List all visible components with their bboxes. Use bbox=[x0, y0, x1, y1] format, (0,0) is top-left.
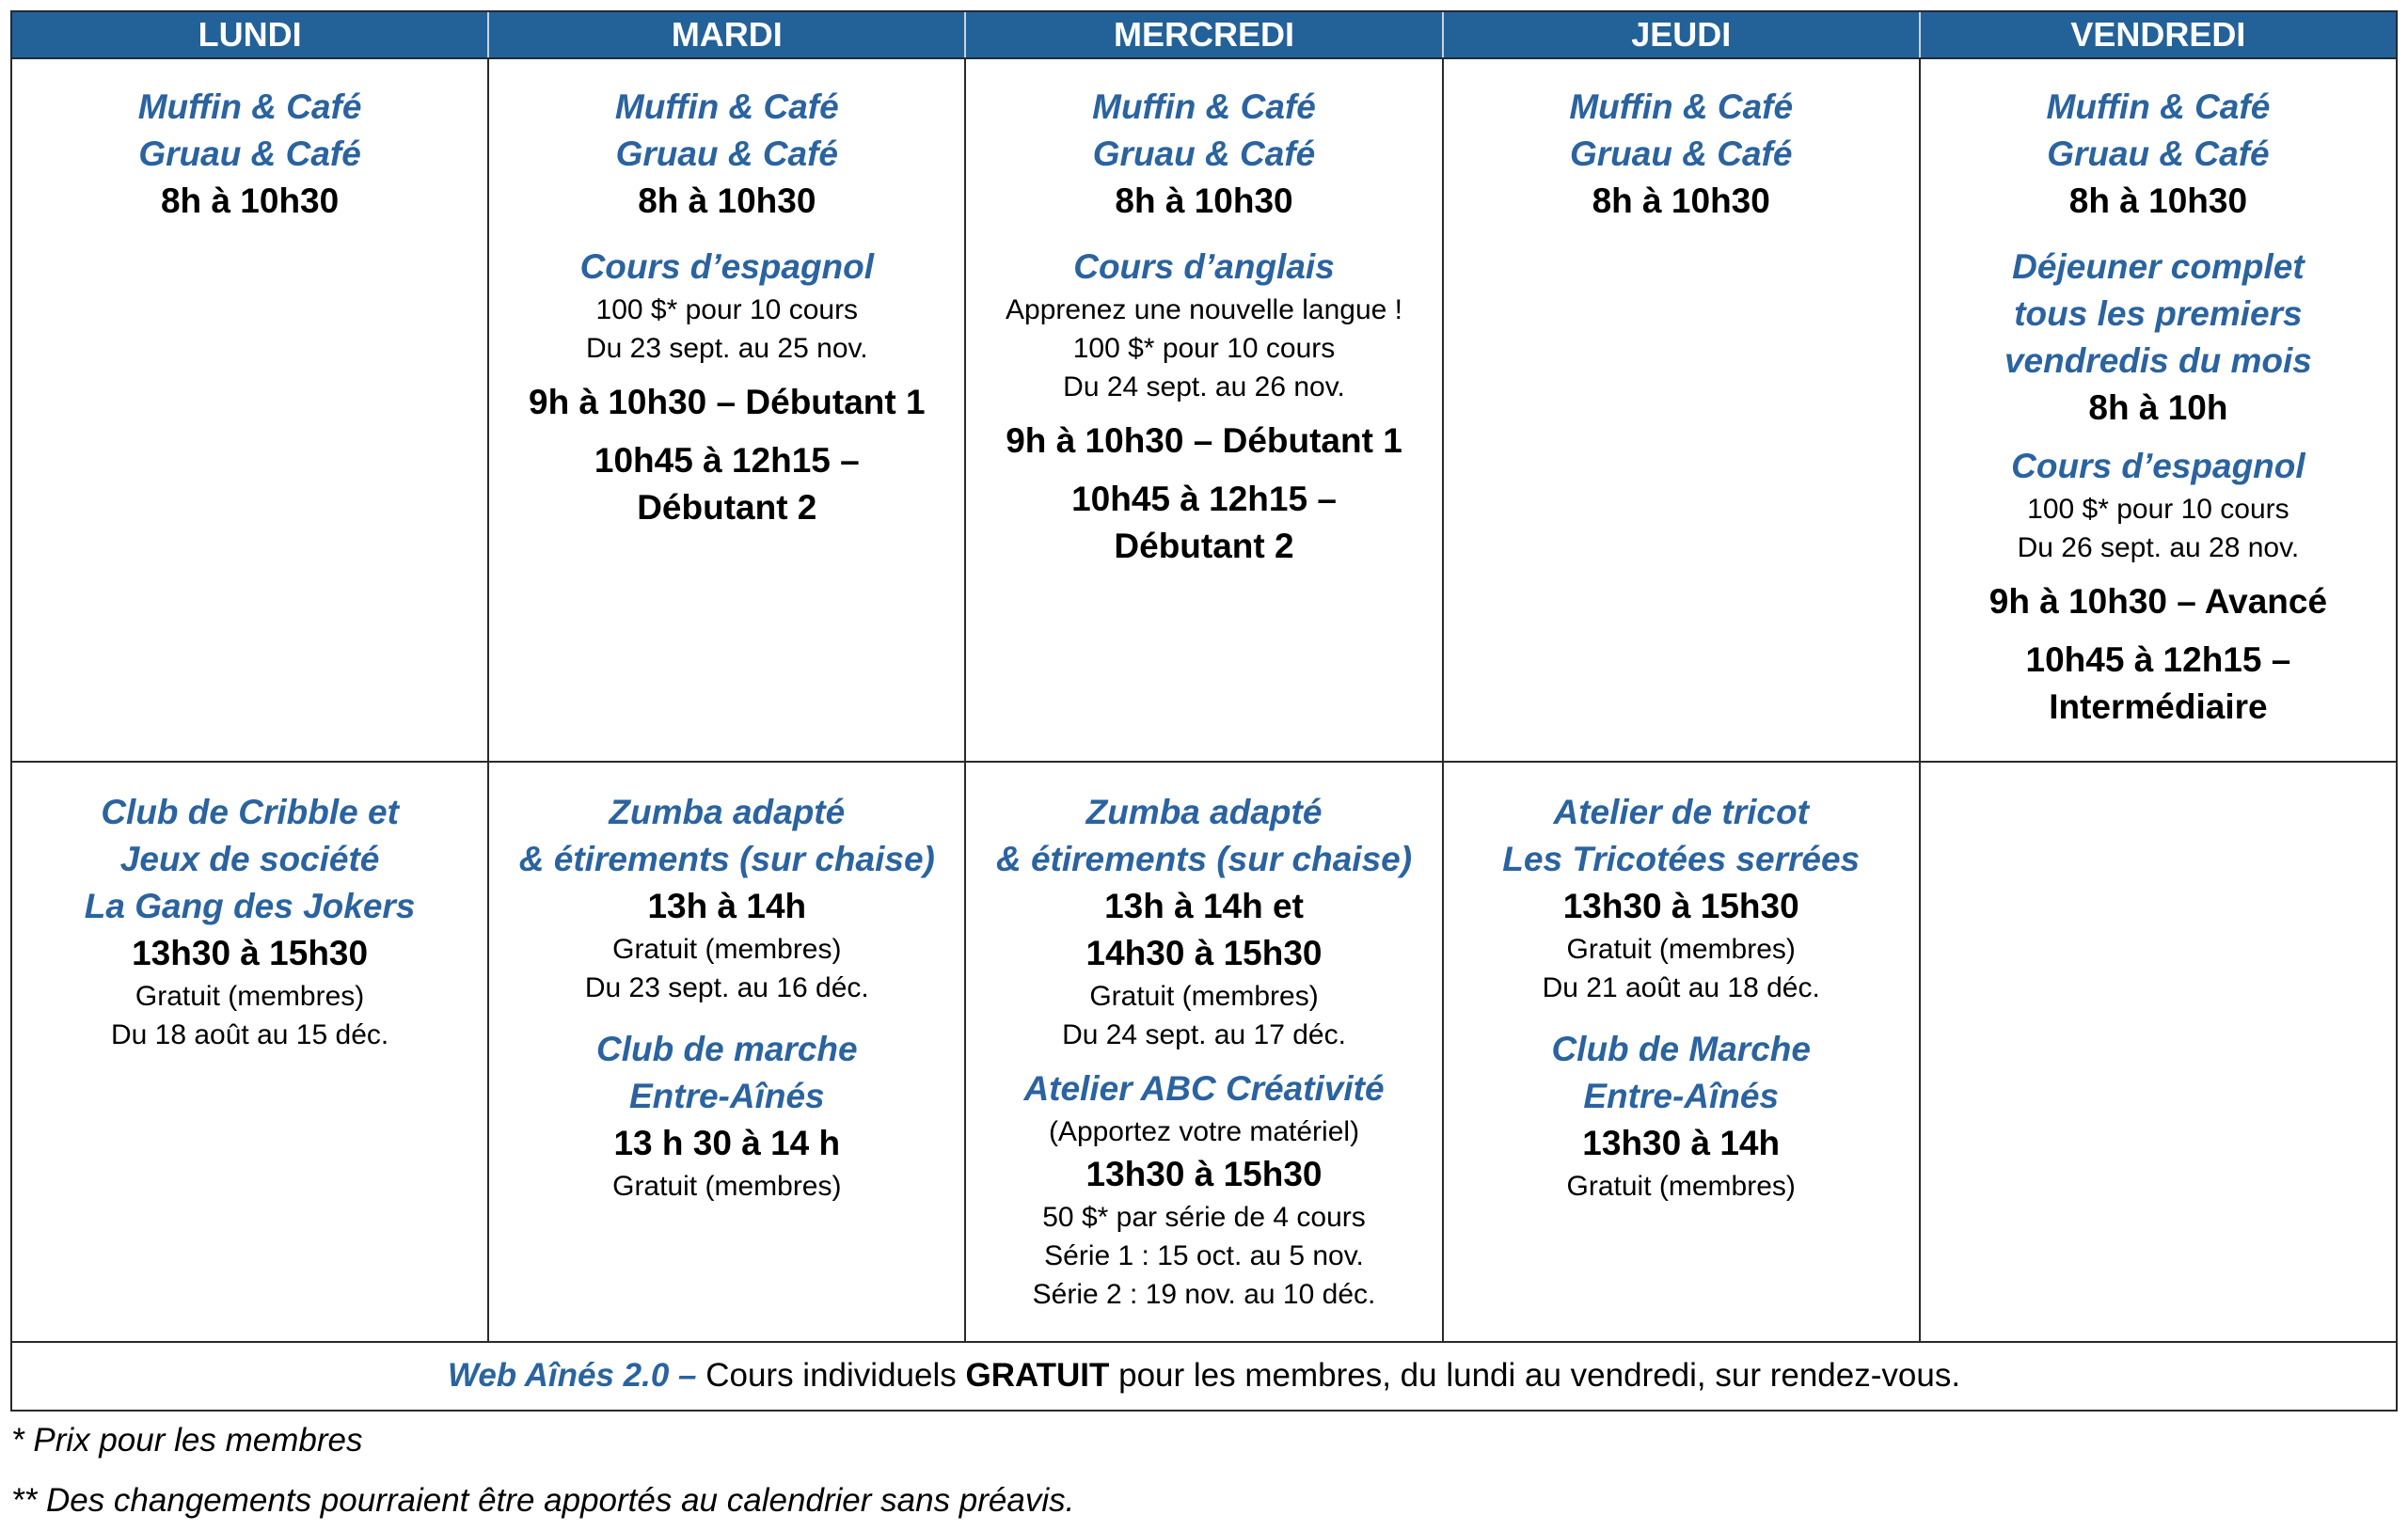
cell-mardi-am bbox=[487, 59, 964, 761]
zumba-dates: Du 24 sept. au 17 déc. bbox=[1062, 1019, 1346, 1050]
spanish-slot-2a: 10h45 à 12h15 – bbox=[2025, 640, 2291, 679]
cribble-price: Gratuit (membres) bbox=[135, 981, 365, 1012]
web-aines-text-2: pour les membres, du lundi au vendredi, sur rendez-vous. bbox=[1109, 1357, 1961, 1394]
web-aines-free: GRATUIT bbox=[965, 1357, 1110, 1394]
cell-vendredi-am bbox=[1919, 59, 2396, 761]
zumba-title-2: & étirements (sur chaise) bbox=[995, 840, 1413, 878]
abc-note: (Apportez votre matériel) bbox=[1048, 1116, 1360, 1147]
knitting-dates: Du 21 août au 18 déc. bbox=[1542, 972, 1820, 1003]
spanish-slot-2a: 10h45 à 12h15 – bbox=[594, 441, 860, 480]
cell-jeudi-am bbox=[1442, 59, 1919, 761]
spanish-price: 100 $* pour 10 cours bbox=[2027, 494, 2289, 525]
spanish-dates: Du 23 sept. au 25 nov. bbox=[585, 333, 868, 364]
walking-club-title-1: Club de Marche bbox=[1551, 1030, 1811, 1068]
spanish-dates: Du 26 sept. au 28 nov. bbox=[2017, 532, 2300, 563]
english-slot-2b: Débutant 2 bbox=[1114, 527, 1294, 565]
web-aines-text-1: Cours individuels bbox=[696, 1357, 966, 1394]
header-lundi: LUNDI bbox=[198, 15, 302, 54]
spanish-slot-2b: Débutant 2 bbox=[637, 488, 817, 527]
cell-mercredi-pm bbox=[964, 763, 1441, 1341]
walking-club-title-2: Entre-Aînés bbox=[628, 1077, 825, 1115]
abc-series-2: Série 2 : 19 nov. au 10 déc. bbox=[1032, 1279, 1376, 1310]
zumba-dates: Du 23 sept. au 16 déc. bbox=[584, 972, 869, 1003]
muffin-label: Muffin & Café bbox=[2046, 87, 2271, 126]
afternoon-row bbox=[10, 763, 2398, 1343]
gruau-label: Gruau & Café bbox=[1569, 134, 1793, 173]
english-price: 100 $* pour 10 cours bbox=[1072, 333, 1336, 364]
walking-club-hours: 13h30 à 14h bbox=[1582, 1124, 1781, 1162]
dejeuner-line-3: vendredis du mois bbox=[2004, 341, 2312, 380]
cribble-hours: 13h30 à 15h30 bbox=[132, 934, 369, 972]
cribble-dates: Du 18 août au 15 déc. bbox=[110, 1019, 389, 1050]
gruau-label: Gruau & Café bbox=[1092, 134, 1316, 173]
cell-lundi-am bbox=[12, 59, 487, 761]
cell-jeudi-pm bbox=[1442, 763, 1919, 1341]
cribble-title-3: La Gang des Jokers bbox=[84, 887, 416, 925]
cribble-title-1: Club de Cribble et bbox=[101, 793, 399, 831]
morning-row bbox=[10, 59, 2398, 763]
breakfast-hours: 8h à 10h30 bbox=[2068, 181, 2248, 220]
knitting-hours: 13h30 à 15h30 bbox=[1562, 887, 1799, 925]
english-title: Cours d’anglais bbox=[1073, 247, 1335, 286]
cell-mardi-pm bbox=[487, 763, 964, 1341]
schedule-table bbox=[10, 10, 2398, 1412]
header-mardi: MARDI bbox=[487, 12, 964, 57]
knitting-title-2: Les Tricotées serrées bbox=[1502, 840, 1861, 878]
price-note: * Prix pour les membres bbox=[11, 1422, 363, 1459]
breakfast-hours: 8h à 10h30 bbox=[1592, 181, 1770, 220]
zumba-title-2: & étirements (sur chaise) bbox=[518, 840, 935, 878]
spanish-slot-1: 9h à 10h30 – Débutant 1 bbox=[529, 383, 926, 421]
abc-title: Atelier ABC Créativité bbox=[1023, 1069, 1385, 1108]
cell-mercredi-am bbox=[964, 59, 1441, 761]
english-dates: Du 24 sept. au 26 nov. bbox=[1063, 371, 1345, 402]
zumba-price: Gratuit (membres) bbox=[612, 934, 842, 965]
zumba-hours-1: 13h à 14h et bbox=[1104, 887, 1304, 925]
spanish-title: Cours d’espagnol bbox=[579, 247, 875, 286]
gruau-label: Gruau & Café bbox=[138, 134, 361, 173]
english-tagline: Apprenez une nouvelle langue ! bbox=[1006, 294, 1402, 325]
english-slot-2a: 10h45 à 12h15 – bbox=[1071, 480, 1337, 518]
spanish-slot-2b: Intermédiaire bbox=[2049, 687, 2268, 726]
muffin-label: Muffin & Café bbox=[1569, 87, 1794, 126]
header-jeudi: JEUDI bbox=[1442, 12, 1919, 57]
cell-lundi-pm bbox=[12, 763, 487, 1341]
header-mercredi: MERCREDI bbox=[964, 12, 1441, 57]
walking-club-title-2: Entre-Aînés bbox=[1583, 1077, 1780, 1115]
dejeuner-hours: 8h à 10h bbox=[2088, 388, 2228, 427]
walking-club-title-1: Club de marche bbox=[596, 1030, 858, 1068]
cell-vendredi-pm bbox=[1919, 763, 2396, 1341]
breakfast-hours: 8h à 10h30 bbox=[160, 181, 340, 220]
spanish-title: Cours d’espagnol bbox=[2011, 447, 2305, 485]
muffin-label: Muffin & Café bbox=[137, 87, 362, 126]
zumba-title-1: Zumba adapté bbox=[1085, 793, 1323, 831]
dejeuner-line-2: tous les premiers bbox=[2014, 294, 2303, 333]
spanish-price: 100 $* pour 10 cours bbox=[595, 294, 859, 325]
zumba-hours-2: 14h30 à 15h30 bbox=[1085, 934, 1323, 972]
gruau-label: Gruau & Café bbox=[615, 134, 839, 173]
web-aines-title: Web Aînés 2.0 – bbox=[447, 1357, 697, 1394]
changes-note: ** Des changements pourraient être apportés au calendrier sans préavis. bbox=[11, 1482, 1075, 1519]
english-slot-1: 9h à 10h30 – Débutant 1 bbox=[1006, 421, 1402, 460]
zumba-hours: 13h à 14h bbox=[647, 887, 807, 925]
dejeuner-line-1: Déjeuner complet bbox=[2012, 247, 2305, 286]
web-aines-row bbox=[10, 1343, 2398, 1412]
spanish-slot-1: 9h à 10h30 – Avancé bbox=[1988, 582, 2328, 621]
walking-club-price: Gratuit (membres) bbox=[1566, 1171, 1796, 1202]
muffin-label: Muffin & Café bbox=[1092, 87, 1316, 126]
zumba-price: Gratuit (membres) bbox=[1089, 981, 1319, 1012]
knitting-title-1: Atelier de tricot bbox=[1553, 793, 1809, 831]
abc-series-1: Série 1 : 15 oct. au 5 nov. bbox=[1044, 1240, 1364, 1271]
walking-club-price: Gratuit (membres) bbox=[612, 1171, 842, 1202]
abc-price: 50 $* par série de 4 cours bbox=[1042, 1202, 1366, 1233]
header-row bbox=[10, 10, 2398, 59]
walking-club-hours: 13 h 30 à 14 h bbox=[613, 1124, 841, 1162]
cribble-title-2: Jeux de société bbox=[119, 840, 380, 878]
zumba-title-1: Zumba adapté bbox=[609, 793, 846, 831]
knitting-price: Gratuit (membres) bbox=[1566, 934, 1796, 965]
header-vendredi: VENDREDI bbox=[1919, 12, 2396, 57]
breakfast-hours: 8h à 10h30 bbox=[1115, 181, 1293, 220]
muffin-label: Muffin & Café bbox=[614, 87, 839, 126]
abc-hours: 13h30 à 15h30 bbox=[1085, 1155, 1323, 1193]
breakfast-hours: 8h à 10h30 bbox=[638, 181, 816, 220]
gruau-label: Gruau & Café bbox=[2047, 134, 2270, 173]
